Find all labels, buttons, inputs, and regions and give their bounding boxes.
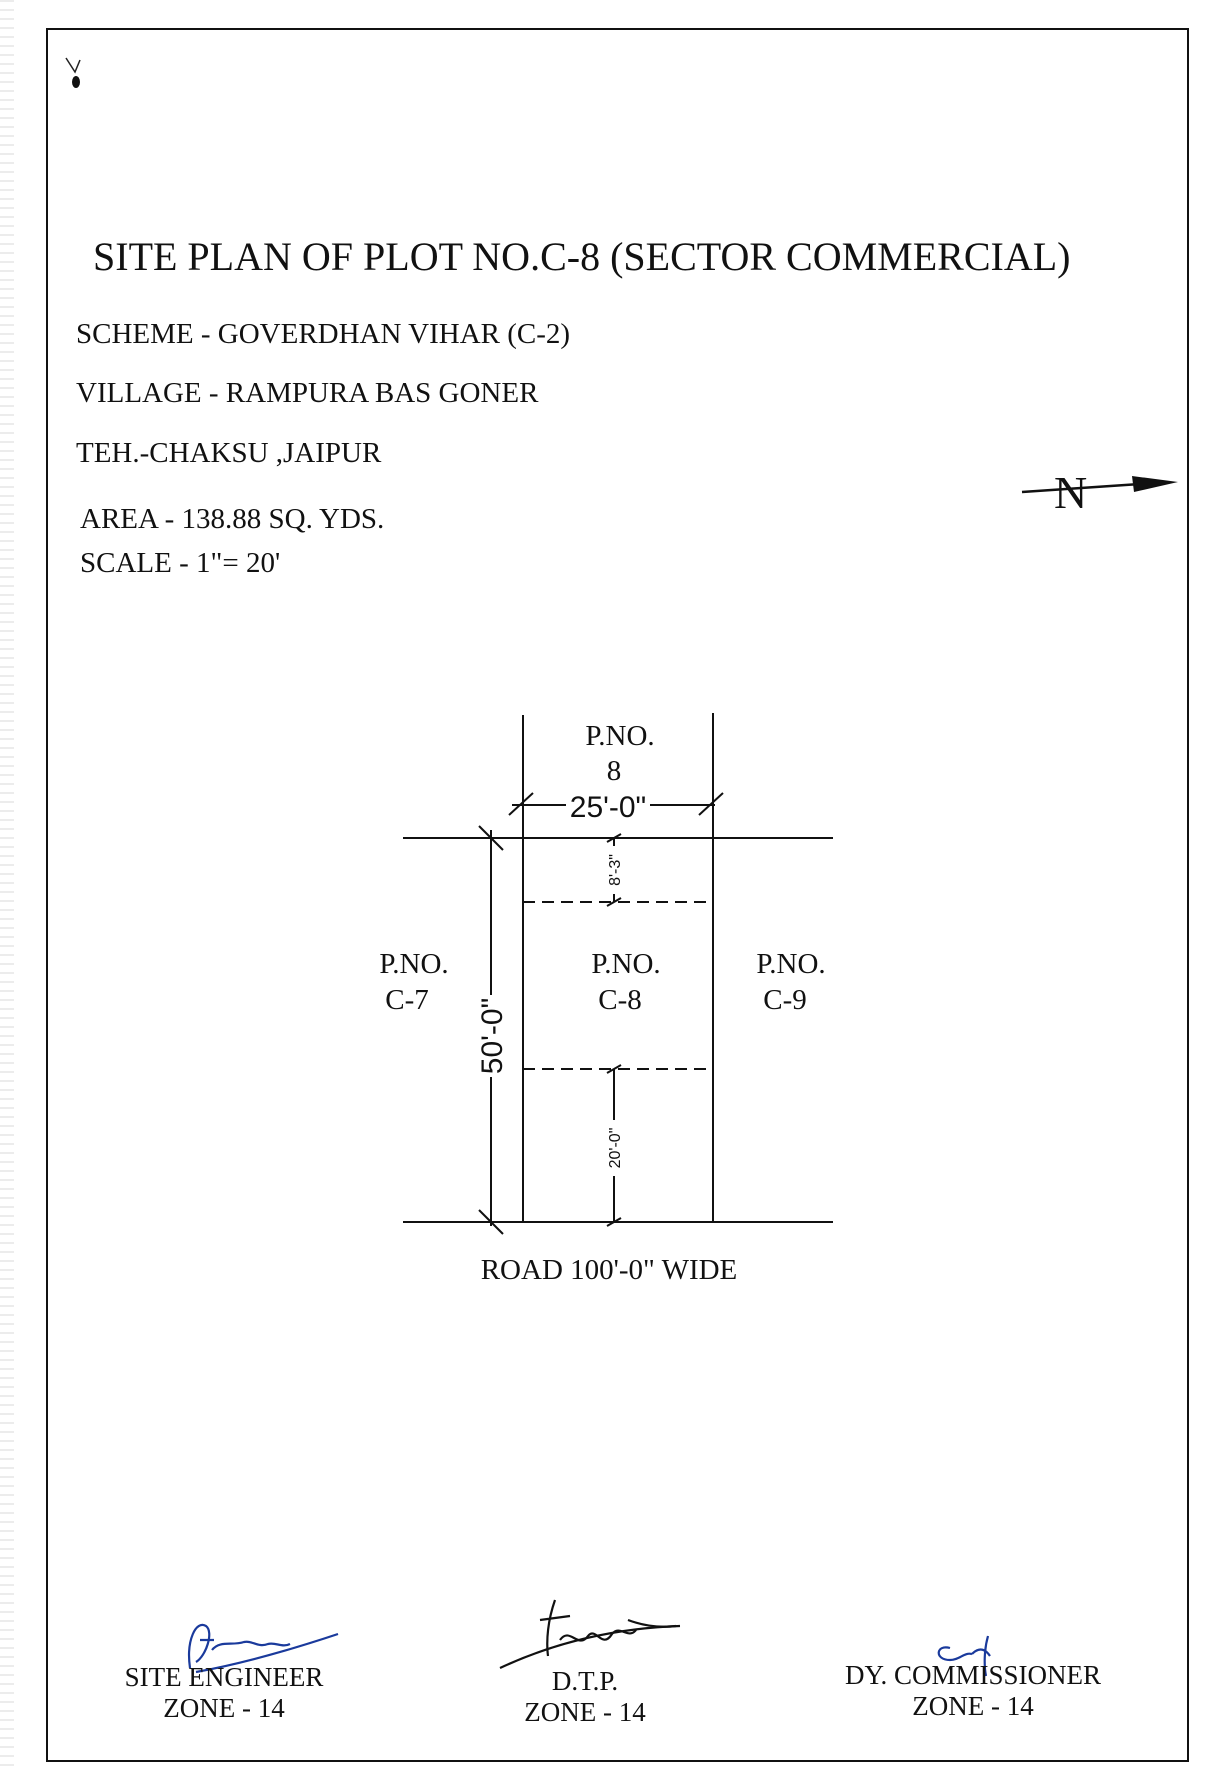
area-line: AREA - 138.88 SQ. YDS. (80, 503, 385, 535)
road-label: ROAD 100'-0" WIDE (480, 1254, 738, 1286)
site-engineer-zone: ZONE - 14 (163, 1693, 285, 1723)
top-plot-label-2: 8 (606, 755, 622, 787)
corner-mark-icon (66, 58, 80, 88)
tehsil-line: TEH.-CHAKSU ,JAIPUR (76, 437, 382, 469)
site-engineer-role: SITE ENGINEER (124, 1662, 324, 1692)
top-plot-label-1: P.NO. (585, 720, 655, 752)
rear-setback-label: 8'-3" (607, 854, 624, 886)
dy-commissioner-role: DY. COMMISSIONER (844, 1660, 1102, 1690)
right-plot-label-1: P.NO. (756, 948, 826, 980)
left-plot-label-2: C-7 (385, 984, 429, 1016)
right-plot-label-2: C-9 (763, 984, 807, 1016)
center-plot-label-2: C-8 (598, 984, 642, 1016)
scheme-line: SCHEME - GOVERDHAN VIHAR (C-2) (76, 318, 571, 350)
dtp-signature (500, 1600, 680, 1668)
village-line: VILLAGE - RAMPURA BAS GONER (76, 377, 539, 409)
dtp-role: D.T.P. (551, 1666, 619, 1696)
north-arrow-icon (1022, 467, 1178, 518)
front-setback-label: 20'-0" (607, 1127, 624, 1169)
scale-line: SCALE - 1"= 20' (80, 547, 281, 579)
north-label: N (1054, 467, 1088, 518)
dy-commissioner-zone: ZONE - 14 (912, 1691, 1034, 1721)
site-engineer-block (100, 1662, 348, 1724)
depth-dimension-label: 50'-0" (476, 997, 509, 1075)
page-title: SITE PLAN OF PLOT NO.C-8 (SECTOR COMMERCIAL) (93, 234, 1071, 279)
left-plot-label-1: P.NO. (379, 948, 449, 980)
dtp-zone: ZONE - 14 (524, 1697, 646, 1727)
dtp-block (510, 1666, 660, 1728)
dy-commissioner-block (828, 1660, 1118, 1722)
center-plot-label-1: P.NO. (591, 948, 661, 980)
width-dimension-label: 25'-0" (569, 791, 647, 824)
